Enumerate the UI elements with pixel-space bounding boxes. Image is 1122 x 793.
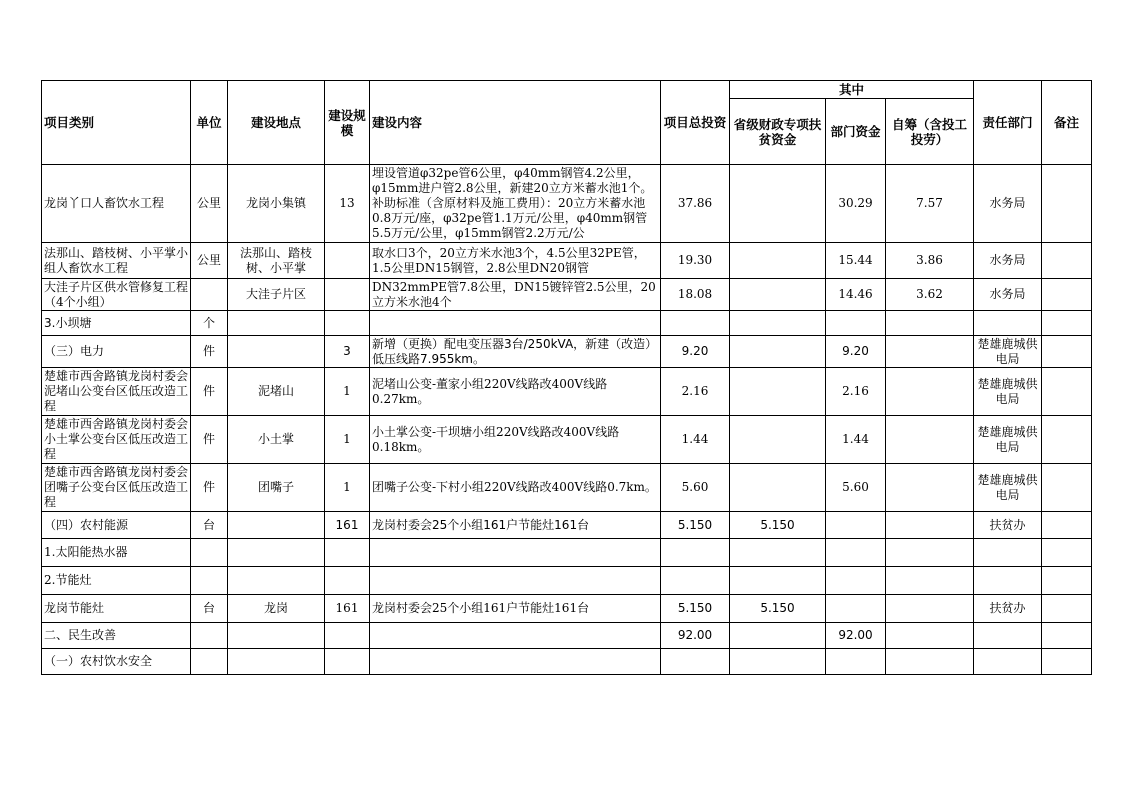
cell-total: 92.00 bbox=[661, 623, 730, 649]
table-row bbox=[42, 243, 1092, 279]
cell-content: 取水口3个，20立方米水池3个，4.5公里32PE管，1.5公里DN15钢管，2.8公里DN20钢管 bbox=[370, 243, 661, 279]
header-category: 项目类别 bbox=[42, 81, 191, 165]
cell-dept: 楚雄鹿城供电局 bbox=[974, 416, 1042, 464]
cell-total bbox=[661, 539, 730, 567]
cell-content bbox=[370, 539, 661, 567]
cell-location: 团嘴子 bbox=[228, 464, 325, 512]
cell-content: 龙岗村委会25个小组161户节能灶161台 bbox=[370, 595, 661, 623]
cell-category: 楚雄市西舍路镇龙岗村委会泥堵山公变台区低压改造工程 bbox=[42, 368, 191, 416]
project-table bbox=[41, 80, 1092, 675]
cell-content: 埋设管道φ32pe管6公里，φ40mm钢管4.2公里，φ15mm进户管2.8公里，新建20立方米蓄水池1个。补助标准（含原材料及施工费用）：20立方米蓄水池0.8万元/座，φ32pe管1.1万元/公里，φ40mm钢管5.5万元/公里，φ15mm钢管2.2万元/公 bbox=[370, 165, 661, 243]
cell-scale bbox=[325, 279, 370, 311]
cell-self-raised: 7.57 bbox=[886, 165, 974, 243]
header-dept: 责任部门 bbox=[974, 81, 1042, 165]
cell-note bbox=[1042, 243, 1092, 279]
cell-dept: 水务局 bbox=[974, 243, 1042, 279]
cell-content bbox=[370, 311, 661, 336]
cell-location: 大洼子片区 bbox=[228, 279, 325, 311]
cell-self-raised: 3.62 bbox=[886, 279, 974, 311]
cell-self-raised bbox=[886, 464, 974, 512]
cell-total: 5.150 bbox=[661, 512, 730, 539]
cell-note bbox=[1042, 279, 1092, 311]
table-row bbox=[42, 539, 1092, 567]
table-row bbox=[42, 416, 1092, 464]
cell-note bbox=[1042, 336, 1092, 368]
cell-unit bbox=[191, 649, 228, 675]
cell-content: DN32mmPE管7.8公里，DN15镀锌管2.5公里，20立方米水池4个 bbox=[370, 279, 661, 311]
table-row bbox=[42, 336, 1092, 368]
cell-provincial bbox=[730, 336, 826, 368]
cell-self-raised bbox=[886, 623, 974, 649]
cell-unit bbox=[191, 567, 228, 595]
cell-provincial bbox=[730, 279, 826, 311]
header-unit: 单位 bbox=[191, 81, 228, 165]
cell-note bbox=[1042, 567, 1092, 595]
cell-note bbox=[1042, 368, 1092, 416]
cell-location: 法那山、踏枝树、小平掌 bbox=[228, 243, 325, 279]
cell-dept-funds: 9.20 bbox=[826, 336, 886, 368]
header-note: 备注 bbox=[1042, 81, 1092, 165]
cell-scale: 3 bbox=[325, 336, 370, 368]
cell-self-raised bbox=[886, 368, 974, 416]
cell-scale bbox=[325, 567, 370, 595]
cell-content: 泥堵山公变-董家小组220V线路改400V线路0.27km。 bbox=[370, 368, 661, 416]
cell-total: 1.44 bbox=[661, 416, 730, 464]
table-row bbox=[42, 512, 1092, 539]
cell-note bbox=[1042, 311, 1092, 336]
cell-unit: 公里 bbox=[191, 165, 228, 243]
cell-scale bbox=[325, 311, 370, 336]
cell-unit: 公里 bbox=[191, 243, 228, 279]
header-among: 其中 bbox=[730, 81, 974, 99]
cell-dept-funds bbox=[826, 539, 886, 567]
cell-provincial bbox=[730, 623, 826, 649]
cell-dept: 水务局 bbox=[974, 279, 1042, 311]
cell-location bbox=[228, 311, 325, 336]
cell-unit: 件 bbox=[191, 416, 228, 464]
cell-provincial: 5.150 bbox=[730, 512, 826, 539]
cell-dept-funds: 15.44 bbox=[826, 243, 886, 279]
header-total: 项目总投资 bbox=[661, 81, 730, 165]
cell-scale bbox=[325, 649, 370, 675]
cell-dept-funds: 1.44 bbox=[826, 416, 886, 464]
cell-provincial bbox=[730, 539, 826, 567]
cell-unit: 台 bbox=[191, 595, 228, 623]
cell-dept-funds bbox=[826, 595, 886, 623]
cell-content: 小土掌公变-干坝塘小组220V线路改400V线路0.18km。 bbox=[370, 416, 661, 464]
cell-location bbox=[228, 567, 325, 595]
cell-content bbox=[370, 567, 661, 595]
cell-self-raised: 3.86 bbox=[886, 243, 974, 279]
cell-self-raised bbox=[886, 311, 974, 336]
cell-dept: 水务局 bbox=[974, 165, 1042, 243]
cell-scale: 13 bbox=[325, 165, 370, 243]
cell-dept-funds bbox=[826, 649, 886, 675]
cell-self-raised bbox=[886, 416, 974, 464]
cell-dept bbox=[974, 539, 1042, 567]
table-row bbox=[42, 311, 1092, 336]
cell-dept-funds: 30.29 bbox=[826, 165, 886, 243]
cell-unit: 个 bbox=[191, 311, 228, 336]
header-location: 建设地点 bbox=[228, 81, 325, 165]
cell-scale: 161 bbox=[325, 512, 370, 539]
cell-dept: 楚雄鹿城供电局 bbox=[974, 336, 1042, 368]
table-row bbox=[42, 279, 1092, 311]
cell-location bbox=[228, 539, 325, 567]
cell-category: 2.节能灶 bbox=[42, 567, 191, 595]
cell-content bbox=[370, 649, 661, 675]
cell-provincial bbox=[730, 311, 826, 336]
cell-provincial bbox=[730, 464, 826, 512]
cell-unit: 件 bbox=[191, 336, 228, 368]
table-row bbox=[42, 464, 1092, 512]
cell-note bbox=[1042, 416, 1092, 464]
cell-provincial bbox=[730, 567, 826, 595]
cell-note bbox=[1042, 649, 1092, 675]
cell-self-raised bbox=[886, 512, 974, 539]
cell-dept bbox=[974, 649, 1042, 675]
cell-total: 9.20 bbox=[661, 336, 730, 368]
cell-dept-funds bbox=[826, 512, 886, 539]
cell-scale: 161 bbox=[325, 595, 370, 623]
cell-unit: 件 bbox=[191, 368, 228, 416]
cell-self-raised bbox=[886, 567, 974, 595]
cell-category: 法那山、踏枝树、小平掌小组人畜饮水工程 bbox=[42, 243, 191, 279]
cell-location bbox=[228, 336, 325, 368]
cell-dept-funds bbox=[826, 311, 886, 336]
cell-note bbox=[1042, 539, 1092, 567]
cell-unit bbox=[191, 539, 228, 567]
cell-dept-funds: 92.00 bbox=[826, 623, 886, 649]
cell-note bbox=[1042, 623, 1092, 649]
header-provincial: 省级财政专项扶贫资金 bbox=[730, 99, 826, 165]
cell-total bbox=[661, 311, 730, 336]
header-content: 建设内容 bbox=[370, 81, 661, 165]
cell-self-raised bbox=[886, 336, 974, 368]
cell-total: 37.86 bbox=[661, 165, 730, 243]
cell-category: （三）电力 bbox=[42, 336, 191, 368]
cell-unit bbox=[191, 279, 228, 311]
cell-total bbox=[661, 567, 730, 595]
cell-location bbox=[228, 512, 325, 539]
cell-note bbox=[1042, 512, 1092, 539]
cell-provincial bbox=[730, 416, 826, 464]
cell-note bbox=[1042, 595, 1092, 623]
cell-category: 龙岗节能灶 bbox=[42, 595, 191, 623]
cell-category: 1.太阳能热水器 bbox=[42, 539, 191, 567]
table-row bbox=[42, 649, 1092, 675]
cell-dept-funds: 14.46 bbox=[826, 279, 886, 311]
cell-provincial bbox=[730, 165, 826, 243]
header-self-raised: 自筹（含投工投劳） bbox=[886, 99, 974, 165]
cell-location: 龙岗小集镇 bbox=[228, 165, 325, 243]
cell-total: 19.30 bbox=[661, 243, 730, 279]
cell-scale: 1 bbox=[325, 368, 370, 416]
cell-content: 团嘴子公变-下村小组220V线路改400V线路0.7km。 bbox=[370, 464, 661, 512]
cell-dept-funds: 2.16 bbox=[826, 368, 886, 416]
cell-total: 18.08 bbox=[661, 279, 730, 311]
cell-category: 大洼子片区供水管修复工程（4个小组） bbox=[42, 279, 191, 311]
cell-dept: 扶贫办 bbox=[974, 512, 1042, 539]
cell-self-raised bbox=[886, 539, 974, 567]
cell-category: 楚雄市西舍路镇龙岗村委会小土掌公变台区低压改造工程 bbox=[42, 416, 191, 464]
cell-location bbox=[228, 649, 325, 675]
cell-category: （一）农村饮水安全 bbox=[42, 649, 191, 675]
cell-total: 5.150 bbox=[661, 595, 730, 623]
cell-location bbox=[228, 623, 325, 649]
cell-self-raised bbox=[886, 649, 974, 675]
cell-provincial bbox=[730, 243, 826, 279]
cell-dept-funds: 5.60 bbox=[826, 464, 886, 512]
cell-scale bbox=[325, 539, 370, 567]
cell-content bbox=[370, 623, 661, 649]
cell-dept bbox=[974, 311, 1042, 336]
cell-total: 5.60 bbox=[661, 464, 730, 512]
cell-unit: 台 bbox=[191, 512, 228, 539]
cell-dept bbox=[974, 567, 1042, 595]
cell-unit: 件 bbox=[191, 464, 228, 512]
cell-self-raised bbox=[886, 595, 974, 623]
table-row bbox=[42, 165, 1092, 243]
cell-content: 新增（更换）配电变压器3台/250kVA，新建（改造）低压线路7.955km。 bbox=[370, 336, 661, 368]
cell-scale: 1 bbox=[325, 416, 370, 464]
header-dept-funds: 部门资金 bbox=[826, 99, 886, 165]
cell-category: 二、民生改善 bbox=[42, 623, 191, 649]
table-row bbox=[42, 623, 1092, 649]
cell-provincial bbox=[730, 649, 826, 675]
table-row bbox=[42, 368, 1092, 416]
cell-unit bbox=[191, 623, 228, 649]
cell-category: （四）农村能源 bbox=[42, 512, 191, 539]
cell-note bbox=[1042, 165, 1092, 243]
cell-content: 龙岗村委会25个小组161户节能灶161台 bbox=[370, 512, 661, 539]
cell-category: 楚雄市西舍路镇龙岗村委会团嘴子公变台区低压改造工程 bbox=[42, 464, 191, 512]
cell-scale bbox=[325, 243, 370, 279]
cell-provincial bbox=[730, 368, 826, 416]
table-row bbox=[42, 567, 1092, 595]
cell-scale bbox=[325, 623, 370, 649]
cell-total bbox=[661, 649, 730, 675]
cell-note bbox=[1042, 464, 1092, 512]
cell-total: 2.16 bbox=[661, 368, 730, 416]
header-scale: 建设规模 bbox=[325, 81, 370, 165]
cell-category: 3.小坝塘 bbox=[42, 311, 191, 336]
cell-dept: 楚雄鹿城供电局 bbox=[974, 464, 1042, 512]
cell-provincial: 5.150 bbox=[730, 595, 826, 623]
cell-location: 龙岗 bbox=[228, 595, 325, 623]
cell-dept: 楚雄鹿城供电局 bbox=[974, 368, 1042, 416]
table-row bbox=[42, 595, 1092, 623]
cell-location: 小土掌 bbox=[228, 416, 325, 464]
cell-dept-funds bbox=[826, 567, 886, 595]
cell-dept: 扶贫办 bbox=[974, 595, 1042, 623]
cell-category: 龙岗丫口人畜饮水工程 bbox=[42, 165, 191, 243]
cell-scale: 1 bbox=[325, 464, 370, 512]
cell-location: 泥堵山 bbox=[228, 368, 325, 416]
cell-dept bbox=[974, 623, 1042, 649]
